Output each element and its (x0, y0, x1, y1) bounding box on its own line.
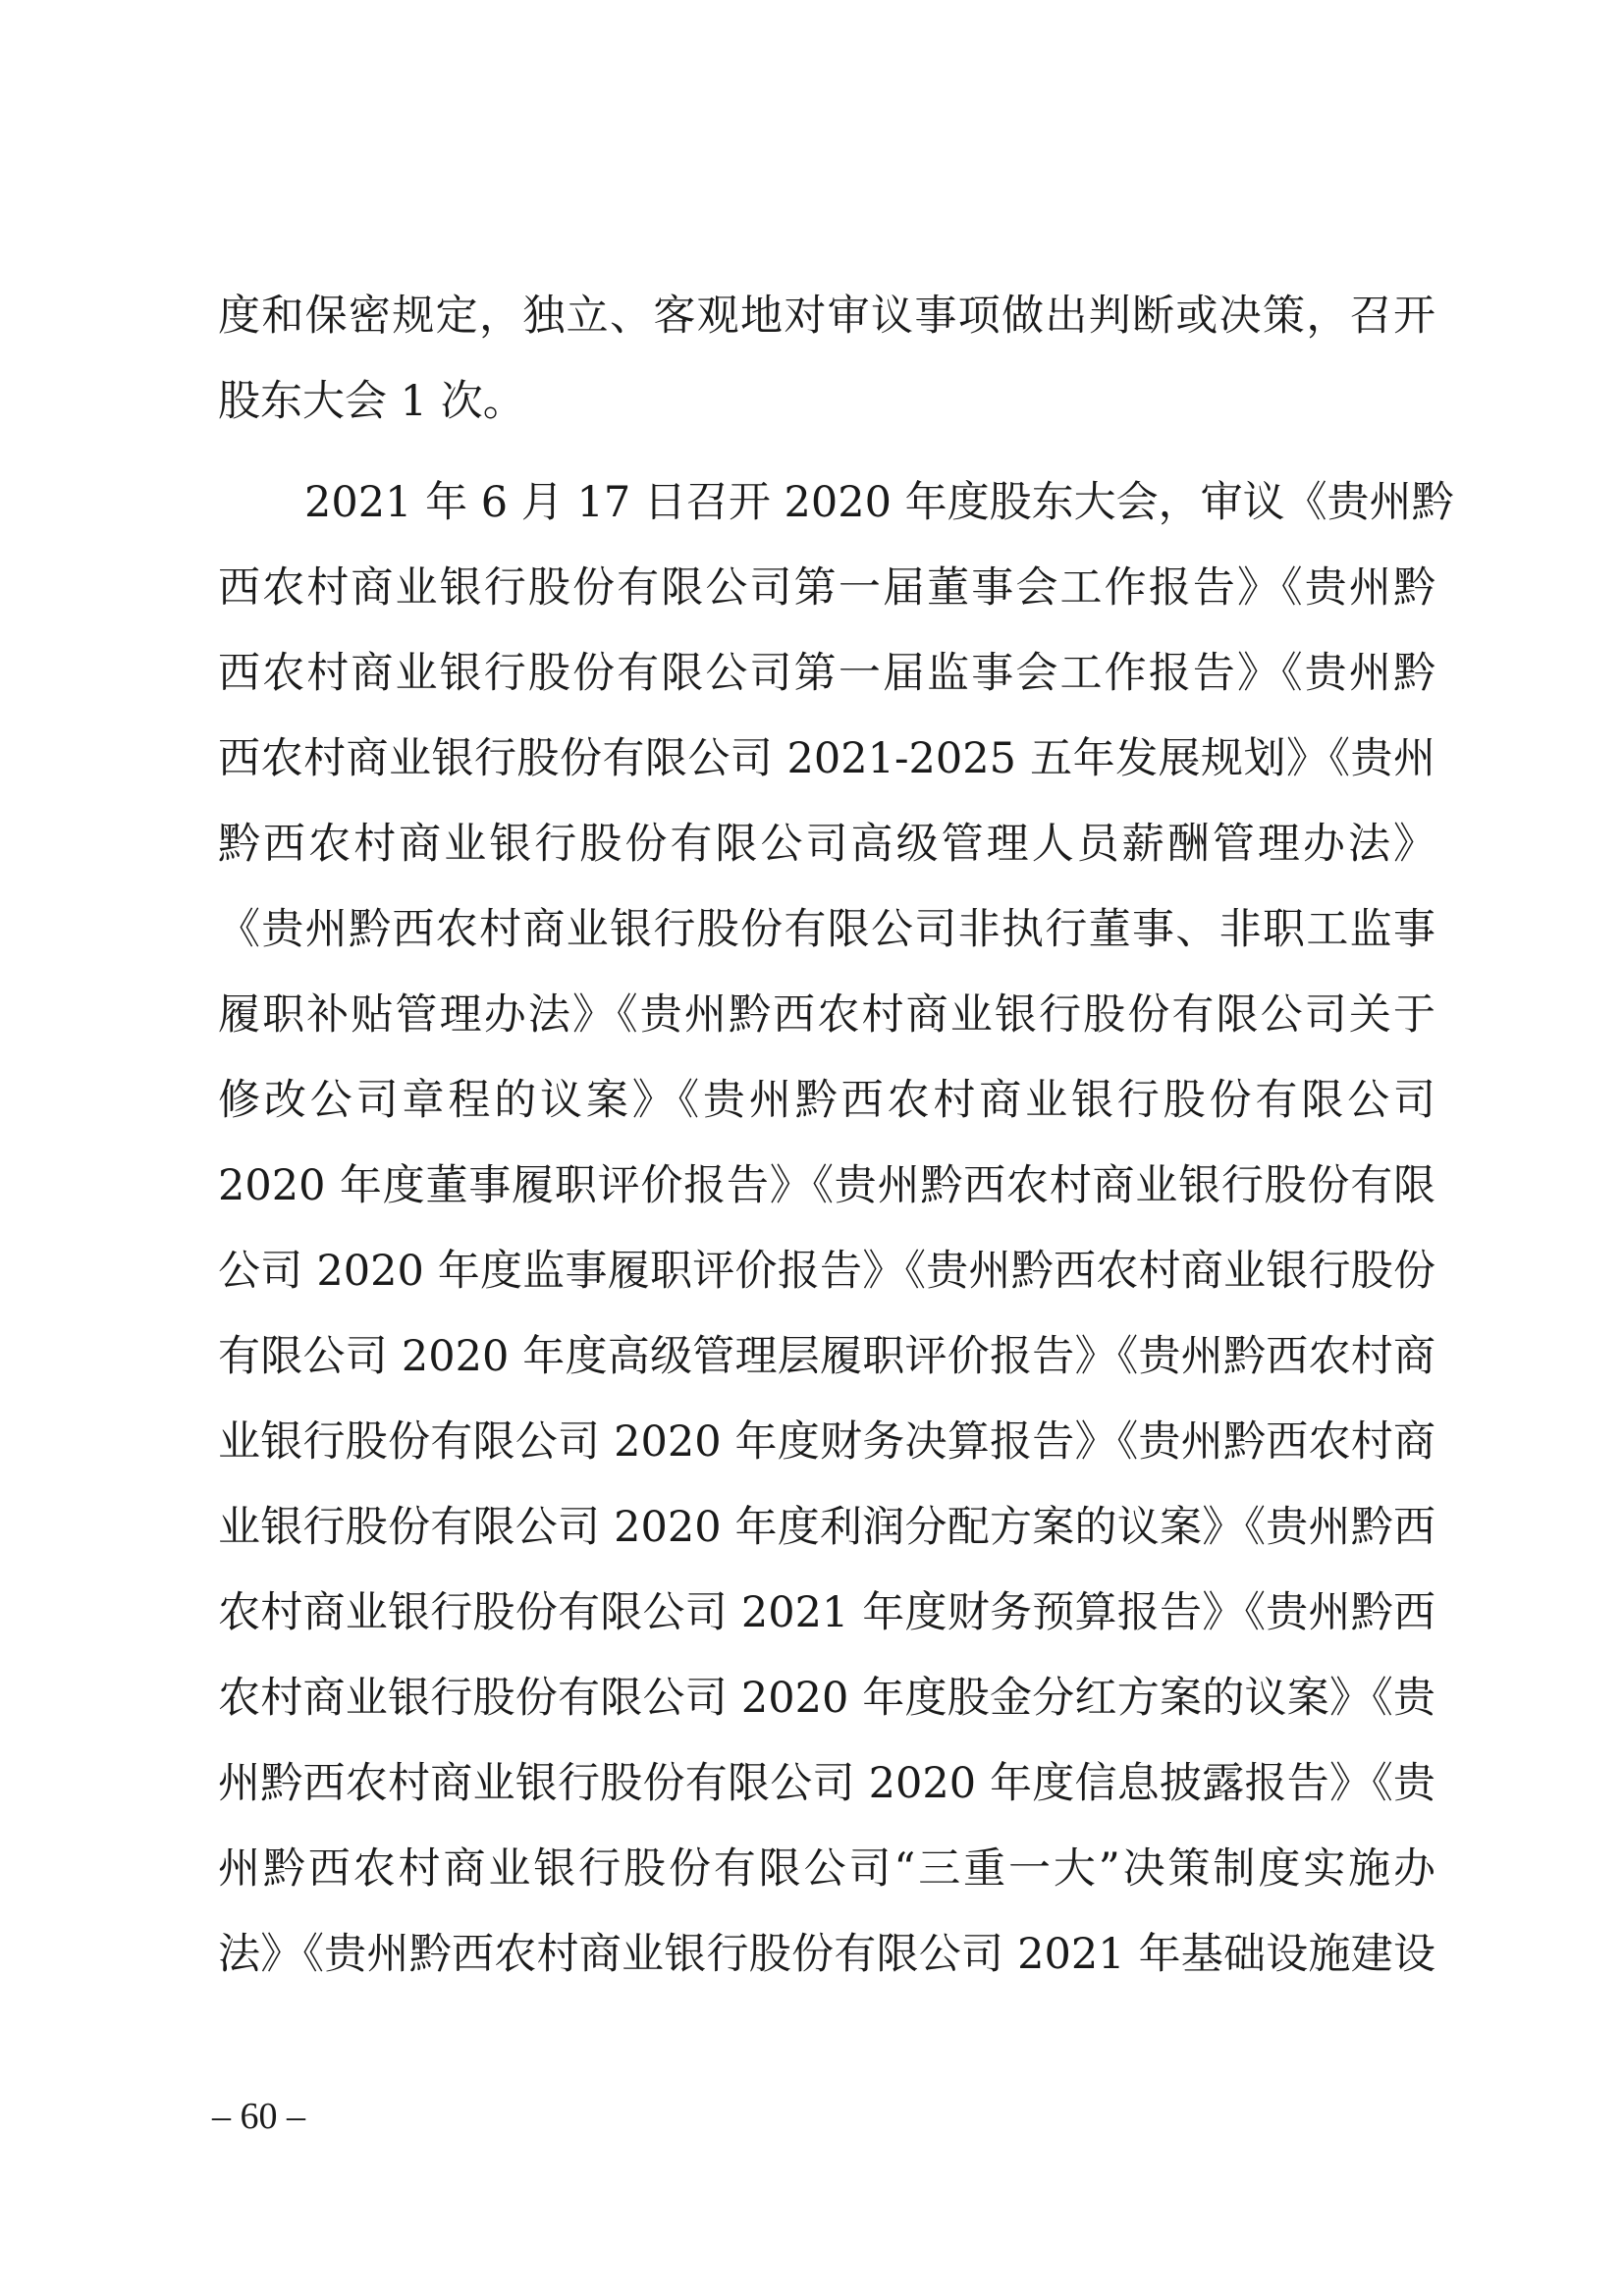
paragraph-line: 度和保密规定，独立、客观地对审议事项做出判断或决策，召开 (218, 292, 1435, 341)
paragraph-line: 2021 年 6 月 17 日召开 2020 年度股东大会，审议《贵州黔 (304, 478, 1454, 527)
paragraph-line: 法》《贵州黔西农村商业银行股份有限公司 2021 年基础设施建设 (218, 1930, 1435, 1979)
paragraph-line: 2020 年度董事履职评价报告》《贵州黔西农村商业银行股份有限 (218, 1161, 1435, 1210)
paragraph-line: 股东大会 1 次。 (218, 377, 525, 426)
paragraph-line: 农村商业银行股份有限公司 2020 年度股金分红方案的议案》《贵 (218, 1674, 1435, 1723)
paragraph-line: 业银行股份有限公司 2020 年度利润分配方案的议案》《贵州黔西 (218, 1503, 1435, 1552)
paragraph-line: 公司 2020 年度监事履职评价报告》《贵州黔西农村商业银行股份 (218, 1247, 1435, 1296)
paragraph-line: 州黔西农村商业银行股份有限公司 2020 年度信息披露报告》《贵 (218, 1759, 1435, 1808)
paragraph-line: 履职补贴管理办法》《贵州黔西农村商业银行股份有限公司关于 (218, 990, 1435, 1040)
paragraph-line: 修改公司章程的议案》《贵州黔西农村商业银行股份有限公司 (218, 1076, 1435, 1125)
paragraph-line: 黔西农村商业银行股份有限公司高级管理人员薪酬管理办法》 (218, 820, 1435, 869)
paragraph-line: 西农村商业银行股份有限公司第一届监事会工作报告》《贵州黔 (218, 649, 1435, 698)
paragraph-line: 有限公司 2020 年度高级管理层履职评价报告》《贵州黔西农村商 (218, 1332, 1435, 1381)
paragraph-line: 农村商业银行股份有限公司 2021 年度财务预算报告》《贵州黔西 (218, 1588, 1435, 1637)
paragraph-line: 《贵州黔西农村商业银行股份有限公司非执行董事、非职工监事 (218, 905, 1435, 954)
page-number: – 60 – (212, 2096, 305, 2137)
paragraph-line: 业银行股份有限公司 2020 年度财务决算报告》《贵州黔西农村商 (218, 1417, 1435, 1467)
paragraph-line: 西农村商业银行股份有限公司第一届董事会工作报告》《贵州黔 (218, 563, 1435, 613)
paragraph-line: 西农村商业银行股份有限公司 2021-2025 五年发展规划》《贵州 (218, 734, 1435, 783)
paragraph-line: 州黔西农村商业银行股份有限公司“三重一大”决策制度实施办 (218, 1844, 1435, 1894)
